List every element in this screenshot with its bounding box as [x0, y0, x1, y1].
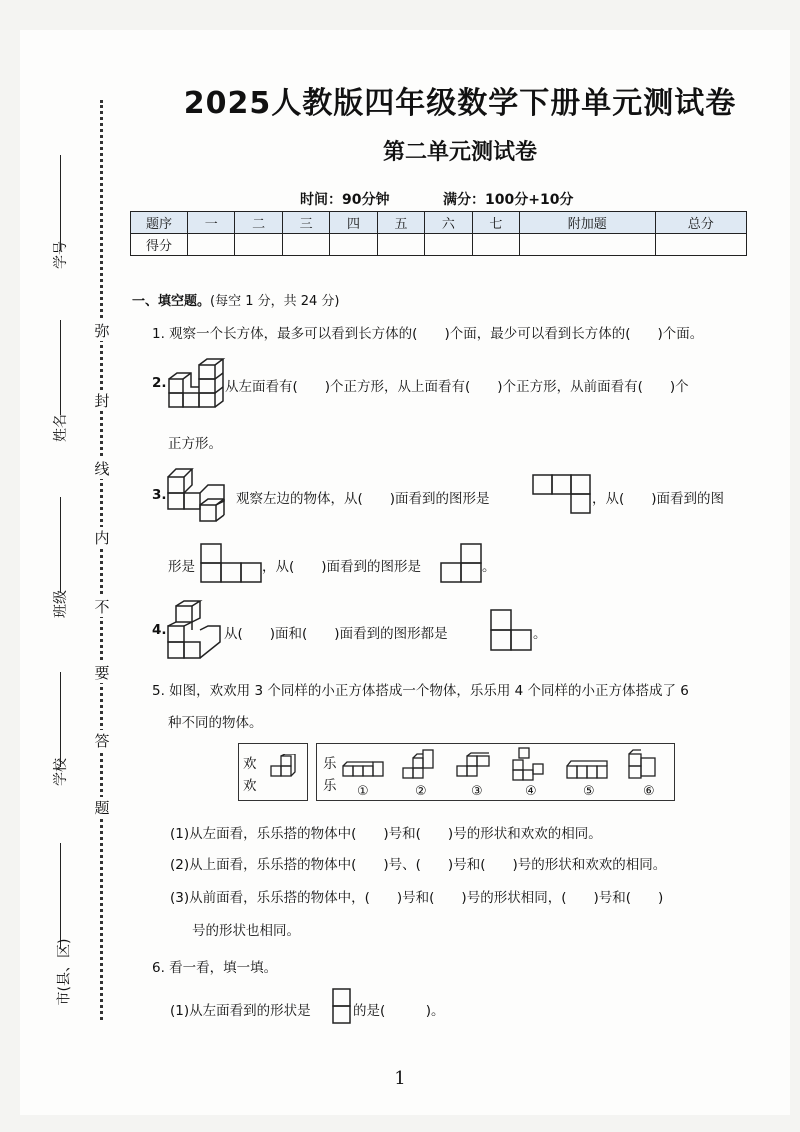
lele-shape-3 [455, 752, 495, 782]
seal-char: 线 [94, 460, 110, 478]
lele-shape-4 [511, 746, 547, 782]
cube-stack-figure-q2 [167, 357, 227, 413]
district-line[interactable] [60, 843, 61, 948]
huanhuan-cubes [269, 754, 303, 784]
question-3-text-5: 。 [482, 559, 496, 575]
school-label: 学校 [53, 758, 69, 786]
page-title: 2025人教版四年级数学下册单元测试卷 [183, 86, 737, 121]
section-title: 一、填空题。 [132, 294, 211, 309]
district-label: 市(县、区) [56, 938, 73, 1006]
score-cell[interactable] [520, 234, 655, 256]
score-row [131, 234, 747, 256]
score-cell[interactable] [472, 234, 519, 256]
score-cell[interactable] [425, 234, 472, 256]
seal-char: 弥 [94, 322, 110, 340]
lele-panel [316, 743, 675, 801]
score-cell[interactable] [188, 234, 235, 256]
score-table [130, 211, 747, 256]
lele-label-2: 乐 [323, 778, 337, 794]
question-2-number: 2. [152, 375, 167, 391]
view-shape-q6 [332, 988, 352, 1024]
score-row-label: 得分 [131, 234, 188, 256]
lele-label-circ-3: ③ [471, 784, 483, 799]
score-cell[interactable] [330, 234, 377, 256]
huanhuan-label-1: 欢 [243, 756, 257, 772]
lele-label-1: 乐 [323, 756, 337, 772]
seal-char: 封 [94, 392, 110, 410]
lele-label-circ-4: ④ [525, 784, 537, 799]
lele-label-circ-2: ② [415, 784, 427, 799]
lele-label-circ-6: ⑥ [643, 784, 655, 799]
question-3-text-3: 形是 [168, 559, 195, 575]
question-3-text-2: ，从( )面看到的图 [592, 491, 725, 507]
name-label: 姓名 [53, 414, 69, 442]
exam-full-score: 满分：100分+10分 [443, 192, 574, 208]
score-table-header [131, 212, 747, 234]
exam-time: 时间：90分钟 [300, 192, 390, 208]
view-shape-q3-a [532, 474, 592, 514]
student-id-label: 学号 [53, 241, 69, 269]
score-header-cell: 二 [235, 212, 282, 234]
score-header-cell: 题序 [131, 212, 188, 234]
section-heading [132, 290, 340, 309]
score-header-cell: 六 [425, 212, 472, 234]
question-5-1: (1)从左面看，乐乐搭的物体中( )号和( )号的形状和欢欢的相同。 [170, 826, 602, 842]
seal-char: 题 [94, 799, 110, 817]
lele-shape-2 [401, 748, 437, 782]
lele-shape-6 [627, 748, 663, 782]
seal-char: 内 [94, 529, 110, 547]
question-5-3: (3)从前面看，乐乐搭的物体中，( )号和( )号的形状相同，( )号和( ) [170, 890, 664, 906]
class-line[interactable] [60, 497, 61, 592]
page-subtitle: 第二单元测试卷 [382, 140, 537, 165]
score-header-cell: 七 [472, 212, 519, 234]
seal-char: 不 [94, 598, 110, 616]
question-3-text-4: ，从( )面看到的图形是 [262, 559, 422, 575]
score-cell[interactable] [235, 234, 282, 256]
seal-dotted-line [100, 100, 103, 1020]
question-5-text: 5. 如图，欢欢用 3 个同样的小正方体搭成一个物体，乐乐用 4 个同样的小正方体搭成了 6 [152, 683, 689, 699]
score-header-cell: 五 [377, 212, 424, 234]
name-line[interactable] [60, 320, 61, 415]
class-label: 班级 [53, 590, 69, 618]
question-1: 1. 观察一个长方体，最多可以看到长方体的( )个面，最少可以看到长方体的( )个面。 [152, 326, 704, 342]
question-2-text: 从左面看有( )个正方形，从上面看有( )个正方形，从前面看有( )个 [225, 379, 689, 395]
question-4-number: 4. [152, 622, 167, 638]
seal-char: 答 [94, 732, 110, 750]
lele-shape-1 [341, 756, 387, 782]
school-line[interactable] [60, 672, 61, 767]
score-cell[interactable] [655, 234, 747, 256]
question-6-1-cont: 的是( )。 [353, 1003, 445, 1019]
lele-shape-5 [565, 756, 611, 782]
section-note: (每空 1 分，共 24 分) [210, 294, 340, 309]
huanhuan-panel [238, 743, 308, 801]
question-4-text-2: 。 [533, 626, 547, 642]
score-cell[interactable] [282, 234, 329, 256]
question-6: 6. 看一看，填一填。 [152, 960, 278, 976]
score-header-cell: 附加题 [520, 212, 655, 234]
score-header-cell: 一 [188, 212, 235, 234]
huanhuan-label-2: 欢 [243, 778, 257, 794]
question-5-3-cont: 号的形状也相同。 [192, 923, 300, 939]
cube-stack-figure-q4 [166, 600, 226, 660]
score-header-cell: 三 [282, 212, 329, 234]
question-3-number: 3. [152, 487, 167, 503]
question-2-text-cont: 正方形。 [168, 436, 222, 452]
page-number: 1 [394, 1068, 406, 1089]
cube-stack-figure-q3 [166, 465, 236, 525]
score-header-cell: 总分 [655, 212, 747, 234]
view-shape-q3-b [200, 543, 262, 583]
question-4-text: 从( )面和( )面看到的图形都是 [224, 626, 448, 642]
question-5-text-cont: 种不同的物体。 [168, 715, 263, 731]
seal-char: 要 [94, 664, 110, 682]
score-header-cell: 四 [330, 212, 377, 234]
lele-label-circ-1: ① [357, 784, 369, 799]
question-3-text: 观察左边的物体，从( )面看到的图形是 [236, 491, 490, 507]
student-id-line[interactable] [60, 155, 61, 250]
score-cell[interactable] [377, 234, 424, 256]
question-5-2: (2)从上面看，乐乐搭的物体中( )号、( )号和( )号的形状和欢欢的相同。 [170, 857, 667, 873]
view-shape-q4 [490, 609, 532, 651]
question-6-1: (1)从左面看到的形状是 [170, 1003, 311, 1019]
lele-label-circ-5: ⑤ [583, 784, 595, 799]
view-shape-q3-c [440, 543, 482, 583]
